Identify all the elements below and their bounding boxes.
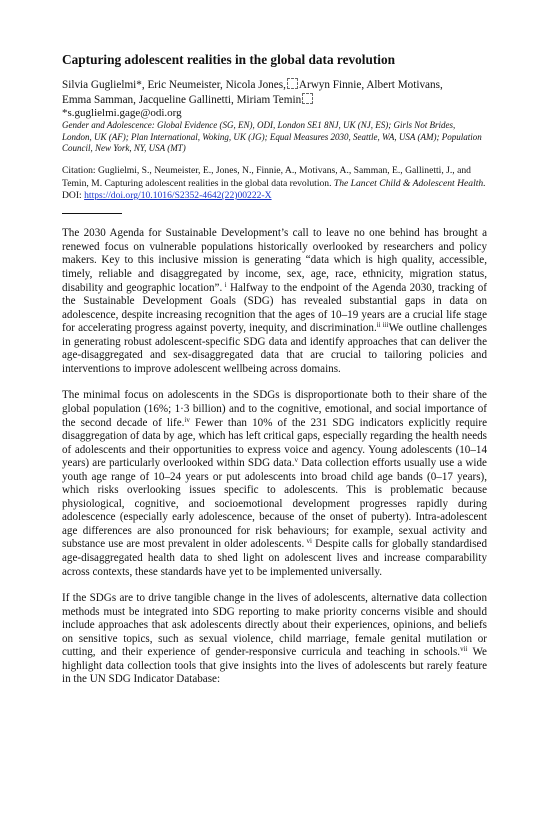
paragraph-1 (62, 227, 487, 376)
paragraph-3-text-a: If the SDGs are to drive tangible change in the lives of adolescents, alternative data collection methods must be integrated into SDG reporting to make priority concerns visible and should include approaches that ask adolescents directly about their experiences, opinions, and beliefs on sensitive topics, such as sexual violence, child marriage, female genital mutilation or cutting, and their experience of gender-responsive curricula and teaching in schools. (62, 592, 487, 659)
unknown-glyph-icon (302, 93, 313, 104)
authors-line-1b: Arwyn Finnie, Albert Motivans, (298, 79, 443, 91)
endnote-ref-vi: vi (304, 537, 312, 546)
endnote-ref-ii-iii: ii iii (376, 321, 389, 330)
paragraph-3-text-b: We highlight data collection tools that give insights into the lives of adolescents but rarely feature in the UN SDG Indicator Database: (62, 646, 487, 686)
paragraph-2-text-d: Despite calls for globally standardised age-disaggregated health data to shed light on adolescent lives and increase comparability across contexts, these standards have yet to be implemented universally. (62, 538, 487, 578)
endnote-ref-i: i (222, 280, 227, 289)
endnote-ref-iv: iv (184, 415, 190, 424)
unknown-glyph-icon (287, 78, 298, 89)
doi-link[interactable]: https://doi.org/10.1016/S2352-4642(22)00222-X (84, 189, 272, 201)
authors-line-2: Emma Samman, Jacqueline Gallinetti, Miriam Temin (62, 93, 302, 106)
paragraph-1-text-a: The 2030 Agenda for Sustainable Development’s call to leave no one behind has brought a renewed focus on vulnerable populations historically overlooked by researchers and policy makers. Key to this inclusive mission is generating “data which is high quality, accessible, timely, reliable and disaggregated by income, sex, age, race, ethnicity, migration status, disability and geographic location”. (62, 227, 487, 294)
citation-journal: The Lancet Child & Adolescent Health. (333, 177, 486, 189)
paragraph-3 (62, 592, 487, 687)
citation (62, 165, 487, 202)
author-list (62, 78, 487, 107)
paragraph-2-text-c: Data collection efforts usually use a wide youth age range of 10–24 years or put adolescents into broad child age bands (0–17 years), which risks overlooking issues specific to adolescents. This is problematic because physiological, cognitive, and socioemotional development progresses rapidly during adolescence (especially early adolescence, because of the onset of puberty). Intra-adolescent age differences are also pronounced for risk behaviours; for example, sexual activity and substance use are most prevalent in older adolescents. (62, 457, 487, 551)
paragraph-1-text-c: We outline challenges in generating robust adolescent-specific SDG data and identify approaches that can deliver the age-disaggregated and sex-disaggregated data that are crucial to tailoring policies and interventions to improve adolescent wellbeing across domains. (62, 322, 487, 375)
endnote-ref-vii: vii (460, 645, 468, 654)
corresponding-email: *s.guglielmi.gage@odi.org (62, 107, 182, 120)
paragraph-1-text-b: Halfway to the endpoint of the Agenda 2030, tracking of the Sustainable Development Goals (SDG) has revealed substantial gaps in data on adolescence, despite increasing recognition that the ages of 10–19 years are a crucial life stage for accelerating progress against poverty, inequity, and discrimination. (62, 281, 487, 335)
doi-label: DOI: (62, 189, 82, 201)
article-title: Capturing adolescent realities in the global data revolution (62, 52, 396, 67)
endnote-ref-v: v (294, 456, 299, 465)
paragraph-2-text-b: Fewer than 10% of the 231 SDG indicators explicitly require disaggregation of data by age, which has left critical gaps, especially regarding the health needs of adolescents and their opportunities to express voice and agency. Young adolescents (10–14 years) are particularly overlooked within SDG data. (62, 416, 487, 470)
citation-text: Citation: Guglielmi, S., Neumeister, E., Jones, N., Finnie, A., Motivans, A., Samman, E., Gallinetti, J., and Temin, M. Capturing adolescent realities in the global data revolution. (62, 165, 471, 189)
paragraph-2 (62, 389, 487, 579)
footnote-separator (62, 213, 122, 214)
authors-line-1: Silvia Guglielmi*, Eric Neumeister, Nicola Jones, (62, 79, 286, 91)
paragraph-2-text-a: The minimal focus on adolescents in the SDGs is disproportionate both to their share of the global population (16%; 1·3 billion) and to the cognitive, emotional, and social importance of the second decade of life. (62, 389, 487, 429)
affiliations: Gender and Adolescence: Global Evidence (SG, EN), ODI, London SE1 8NJ, UK (NJ, ES); Girls Not Brides, London, UK (AF); Plan International, Woking, UK (JG); Equal Measures 2030, Seattle, WA, USA (AM); Population Council, New York, NY, USA (MT) (62, 119, 482, 154)
